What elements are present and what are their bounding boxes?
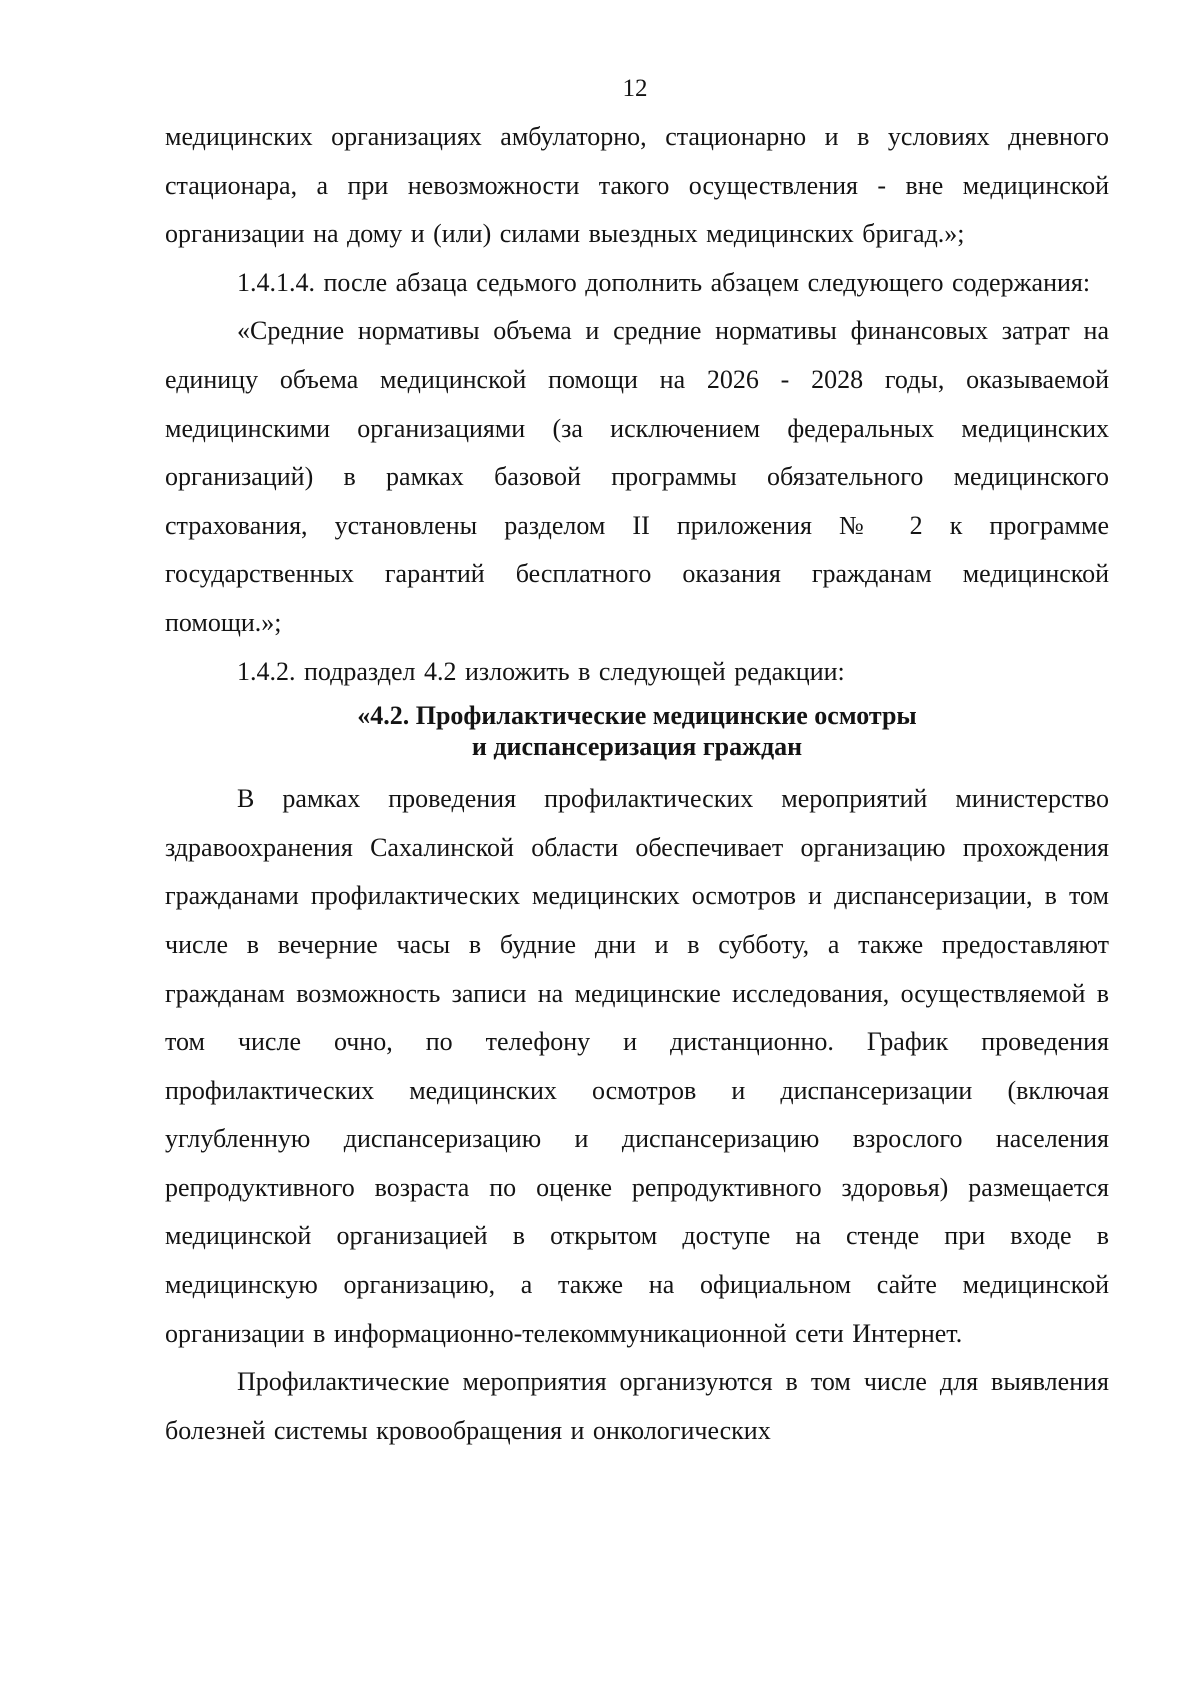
paragraph-continuation: медицинских организациях амбулаторно, стационарно и в условиях дневного стационара, а при невозможности такого осуществления - вне медицинской организации на дому и (или) силами выездных медицинских бригад.»; xyxy=(165,122,1109,249)
paragraph-item-1-4-1-4: 1.4.1.4. после абзаца седьмого дополнить абзацем следующего содержания: xyxy=(237,267,1091,297)
paragraph-preventive-measures: В рамках проведения профилактических мероприятий министерство здравоохранения Сахалинской области обеспечивает организацию прохождения гражданами профилактических медицинских осмотров и диспансеризации, в том числе в вечерние часы в будние дни и в субботу, а также предоставляют гражданам возможность записи на медицинские исследования, осуществляемой в том числе очно, по телефону и дистанционно. График проведения профилактических медицинских осмотров и диспансеризации (включая углубленную диспансеризацию и диспансеризацию взрослого населения репродуктивного возраста по оценке репродуктивного здоровья) размещается медицинской организацией в открытом доступе на стенде при входе в медицинскую организацию, а также на официальном сайте медицинской организации в информационно-телекоммуникационной сети Интернет. xyxy=(165,784,1109,1348)
section-heading-line-2: и диспансеризация граждан xyxy=(471,732,803,762)
section-heading xyxy=(165,700,1109,762)
section-heading-line-1: «4.2. Профилактические медицинские осмотры xyxy=(357,701,917,731)
paragraph-preventive-activities: Профилактические мероприятия организуются в том числе для выявления болезней системы кровообращения и онкологических xyxy=(165,1367,1109,1445)
paragraph-item-1-4-2: 1.4.2. подраздел 4.2 изложить в следующей редакции: xyxy=(237,656,845,686)
document-body xyxy=(165,113,1109,1455)
paragraph-quoted-norms: «Средние нормативы объема и средние нормативы финансовых затрат на единицу объема медицинской помощи на 2026 - 2028 годы, оказываемой медицинскими организациями (за исключением федеральных медицинских организаций) в рамках базовой программы обязательного медицинского страхования, установлены разделом II приложения № 2 к программе государственных гарантий бесплатного оказания гражданам медицинской помощи.»; xyxy=(165,316,1109,637)
page-number: 12 xyxy=(622,75,648,102)
